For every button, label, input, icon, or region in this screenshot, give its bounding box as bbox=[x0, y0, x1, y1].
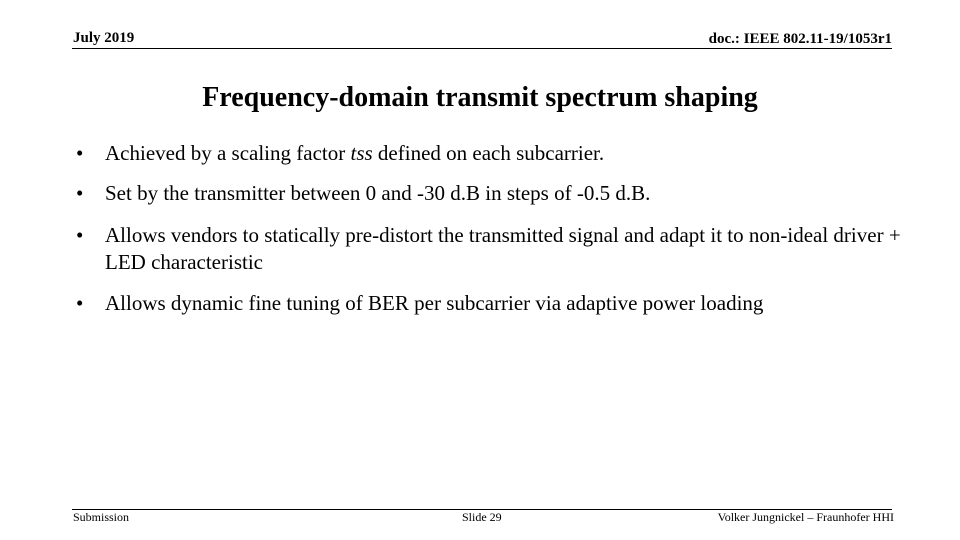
bullet-text bbox=[105, 140, 946, 167]
footer-submission: Submission bbox=[73, 510, 130, 524]
bullet-marker: • bbox=[76, 223, 84, 247]
bullet-item bbox=[76, 222, 946, 276]
bullet-marker: • bbox=[76, 141, 84, 165]
bullet-emphasis: tss bbox=[350, 141, 373, 165]
bullet-marker: • bbox=[76, 291, 84, 315]
bullet-item bbox=[76, 180, 946, 207]
bullet-text: Allows dynamic fine tuning of BER per subcarrier via adaptive power loading bbox=[105, 291, 764, 315]
bullet-item bbox=[76, 290, 946, 317]
bullet-text: Allows vendors to statically pre-distort the transmitted signal and adapt it to non-ideal driver + LED characteristic bbox=[105, 223, 901, 274]
slide-title: Frequency-domain transmit spectrum shaping bbox=[202, 82, 758, 113]
bullet-text-before: Achieved by a scaling factor bbox=[105, 141, 351, 165]
footer-slide-number: Slide 29 bbox=[462, 510, 502, 524]
bullet-text: Set by the transmitter between 0 and -30 d.B in steps of -0.5 d.B. bbox=[105, 181, 651, 205]
header-document-id: doc.: IEEE 802.11-19/1053r1 bbox=[708, 31, 892, 47]
header-divider bbox=[72, 48, 892, 49]
bullet-text-after: defined on each subcarrier. bbox=[372, 141, 605, 165]
bullet-item bbox=[76, 140, 946, 167]
bullet-marker: • bbox=[76, 181, 84, 205]
header-date: July 2019 bbox=[73, 30, 135, 46]
footer-author: Volker Jungnickel – Fraunhofer HHI bbox=[717, 510, 894, 524]
